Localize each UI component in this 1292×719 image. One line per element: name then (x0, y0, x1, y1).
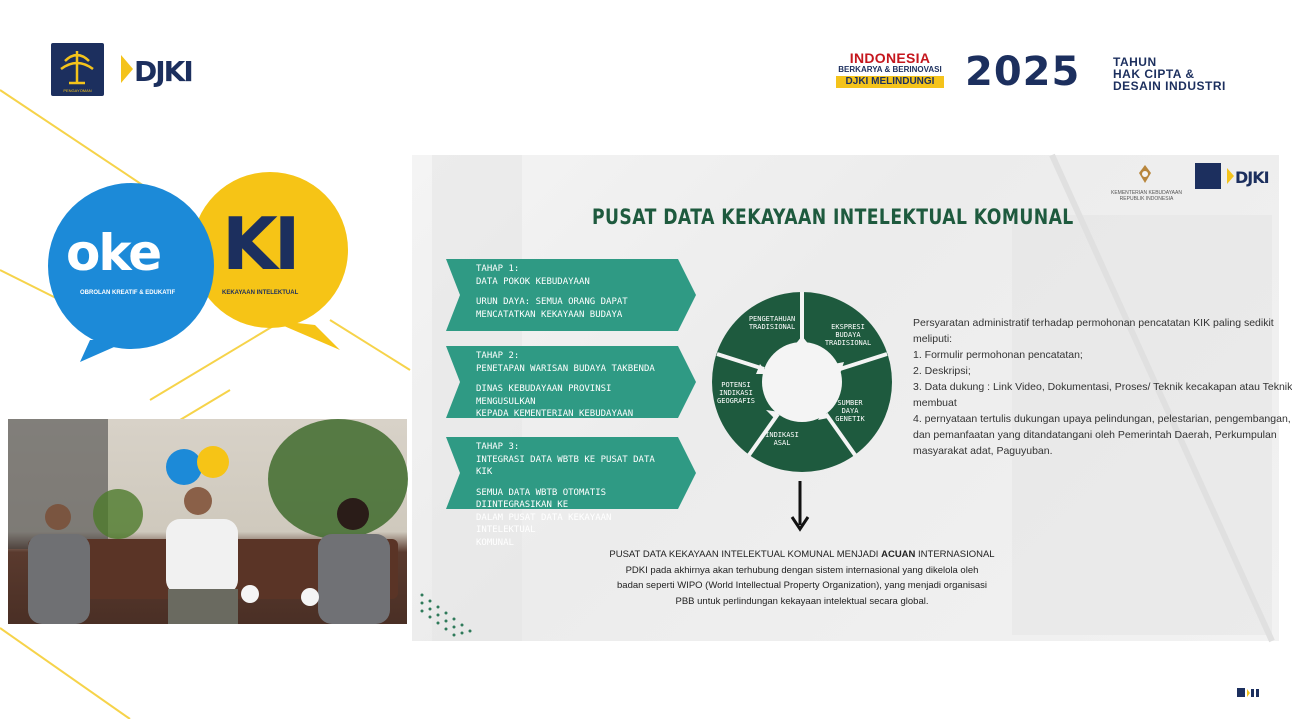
year-subtitle-line: TAHUN (1113, 55, 1157, 69)
requirements-item: 4. pernyataan tertulis dukungan upaya pelindungan, pelestarian, pengembangan, (913, 413, 1291, 425)
step-3-line: KOMUNAL (476, 537, 514, 548)
year-label: 2025 (965, 49, 1081, 95)
slide-djki-logo-text: DJKI (1235, 168, 1269, 187)
step-3-line: INTEGRASI DATA WBTB KE PUSAT DATA KIK (476, 454, 655, 477)
requirements-item: 1. Formulir permohonan pencatatan; (913, 349, 1083, 361)
wheel-segment-label: INDIKASI ASAL (765, 431, 799, 447)
ki-logo-text: KI (222, 202, 297, 286)
bottom-line: PDKI pada akhirnya akan terhubung dengan sistem internasional yang dikelola oleh (625, 564, 979, 576)
ki-subtitle: KEKAYAAN INTELEKTUAL (222, 290, 299, 296)
step-3-card (446, 437, 696, 548)
step-1-line: URUN DAYA: SEMUA ORANG DAPAT (476, 297, 628, 307)
presentation-slide (412, 155, 1292, 641)
bottom-heading-emphasis: ACUAN (881, 549, 916, 560)
tagline-subtitle: BERKARYA & BERINOVASI (838, 65, 942, 74)
kemenbud-label: KEMENTERIAN KEBUDAYAAN REPUBLIK INDONESIA (1111, 190, 1182, 202)
djki-logo-text: DJKI (134, 55, 192, 88)
wheel-segment-label: POTENSI INDIKASI GEOGRAFIS (717, 381, 755, 405)
slide-ministry-logo (1195, 163, 1221, 189)
video-scene (8, 419, 407, 624)
requirements-line: Persyaratan administratif terhadap permohonan pencatatan KIK paling sedikit (913, 317, 1274, 329)
requirements-line: meliputi: (913, 333, 953, 345)
slide-djki-logo (1226, 165, 1269, 187)
step-2-line: DINAS KEBUDAYAAN PROVINSI MENGUSULKAN (476, 384, 612, 407)
campaign-tagline (836, 51, 944, 91)
step-2-line: PENETAPAN WARISAN BUDAYA TAKBENDA (476, 363, 655, 374)
corner-djki-logo (1237, 687, 1263, 699)
step-2-heading: TAHAP 2: (476, 351, 520, 361)
bottom-line: PBB untuk perlindungan kekayaan intelektual secara global. (675, 595, 929, 607)
video-feed[interactable] (8, 419, 407, 624)
slide-title: PUSAT DATA KEKAYAAN INTELEKTUAL KOMUNAL (592, 205, 1074, 229)
step-2-card (446, 346, 696, 418)
tagline-title: INDONESIA (849, 50, 931, 66)
bottom-heading (592, 547, 1012, 563)
ministry-logo-text: PENGAYOMAN (63, 88, 92, 93)
ministry-logo (51, 43, 104, 96)
step-1-heading: TAHAP 1: (476, 264, 520, 274)
step-1-line: DATA POKOK KEBUDAYAAN (476, 276, 590, 287)
bottom-line: badan seperti WIPO (World Intellectual Property Organization), yang menjadi organisasi (617, 580, 987, 591)
step-2-line: KEPADA KEMENTERIAN KEBUDAYAAN (476, 409, 634, 419)
requirements-text (913, 315, 1292, 459)
step-3-line: DALAM PUSAT DATA KEKAYAAN INTELEKTUAL (476, 512, 612, 535)
wheel-segment-label: EKSPRESI BUDAYA TRADISIONAL (824, 323, 872, 347)
requirements-line: membuat (913, 397, 957, 409)
djki-logo (119, 51, 192, 88)
requirements-item: 3. Data dukung : Link Video, Dokumentasi, Proses/ Teknik kecakapan atau Teknik (913, 381, 1292, 393)
oke-logo-text: oke (66, 224, 161, 282)
step-3-line: SEMUA DATA WBTB OTOMATIS DIINTEGRASIKAN KE (476, 487, 607, 510)
year-subtitle (1113, 56, 1226, 92)
down-arrow-icon (788, 479, 812, 533)
wheel-segment-label: PENGETAHUAN TRADISIONAL (748, 315, 796, 331)
pengayoman-emblem-icon (51, 43, 104, 96)
year-subtitle-line: DESAIN INDUSTRI (1113, 79, 1226, 93)
step-1-card (446, 259, 696, 331)
year-subtitle-line: HAK CIPTA & (1113, 67, 1195, 81)
requirements-line: masyarakat adat, Paguyuban. (913, 445, 1053, 457)
requirements-item: 2. Deskripsi; (913, 365, 971, 377)
step-3-heading: TAHAP 3: (476, 442, 520, 452)
wheel-segment-label: SUMBER DAYA GENETIK (835, 399, 865, 423)
requirements-line: dan pemanfaatan yang ditandatangani oleh Pemerintah Daerah, Perkumpulan (913, 429, 1277, 441)
tagline-highlight: DJKI MELINDUNGI (836, 76, 944, 88)
bottom-heading-pre: PUSAT DATA KEKAYAAN INTELEKTUAL KOMUNAL MENJADI (609, 549, 882, 560)
international-reference-text (592, 547, 1012, 609)
step-1-line: MENCATATKAN KEKAYAAN BUDAYA (476, 309, 623, 320)
bottom-heading-post: INTERNASIONAL (915, 549, 995, 560)
kemenbud-emblem-icon (1132, 161, 1182, 189)
oke-subtitle: OBROLAN KREATIF & EDUKATIF (80, 290, 176, 296)
